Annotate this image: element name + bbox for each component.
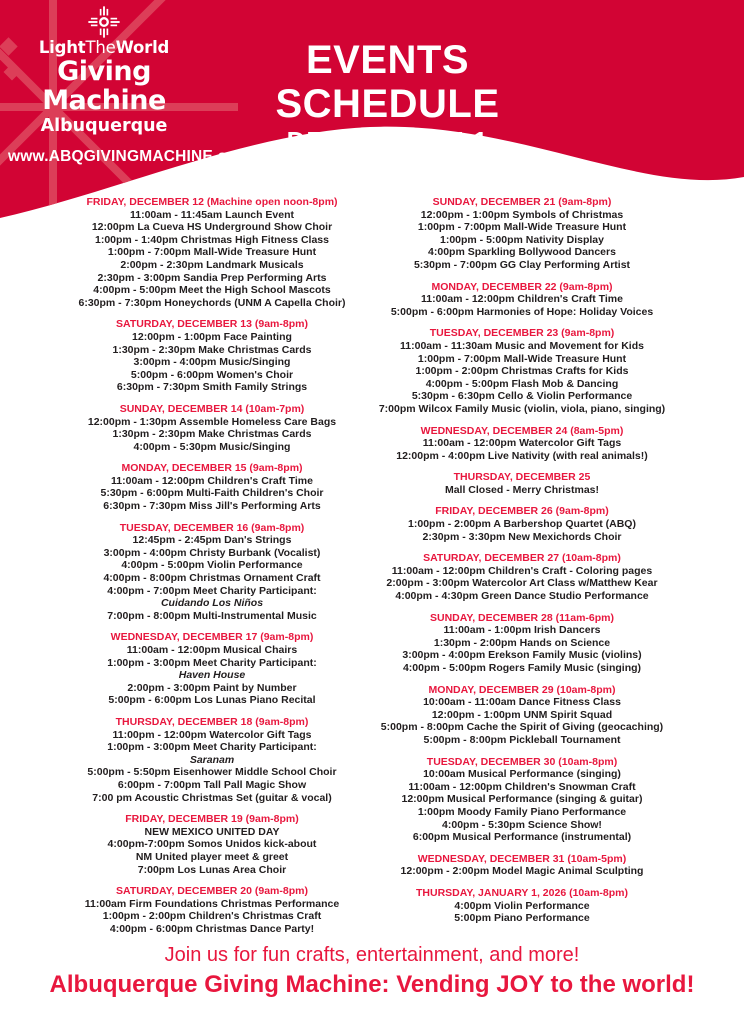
website-link[interactable]: www.ABQGIVINGMACHINE.org <box>8 148 244 165</box>
event-line: 7:00 pm Acoustic Christmas Set (guitar & vocal) <box>92 791 332 804</box>
event-line: 4:00pm - 5:30pm Music/Singing <box>133 440 291 453</box>
event-line: 12:00pm - 1:00pm Symbols of Christmas <box>420 208 624 221</box>
brand-the: The <box>85 38 116 57</box>
event-line: 4:00pm - 5:00pm Violin Performance <box>121 559 303 572</box>
event-line: 6:30pm - 7:30pm Honeychords (UNM A Capella Choir) <box>78 296 346 309</box>
event-line: 3:00pm - 4:00pm Erekson Family Music (violins) <box>402 649 642 662</box>
footer-tagline: Join us for fun crafts, entertainment, and more! <box>164 944 580 966</box>
day-section <box>347 505 697 543</box>
event-line: 4:00pm Violin Performance <box>454 899 590 912</box>
schedule-area <box>0 196 744 940</box>
date-range: DEC 12 - JAN 1 <box>286 126 489 156</box>
event-line: 11:00am - 1:00pm Irish Dancers <box>443 624 601 637</box>
event-line: 7:00pm - 8:00pm Multi-Instrumental Music <box>107 609 317 622</box>
event-line: 4:00pm - 7:00pm Meet Charity Participant: <box>107 584 317 597</box>
event-line: 5:00pm - 8:00pm Cache the Spirit of Giving (geocaching) <box>380 721 664 734</box>
event-line: Haven House <box>178 669 246 682</box>
event-line: 11:00am - 12:00pm Children's Craft Time <box>111 474 313 487</box>
day-heading: THURSDAY, DECEMBER 18 (9am-8pm) <box>115 715 309 728</box>
event-line: 7:00pm Los Lunas Area Choir <box>137 863 287 876</box>
day-heading: MONDAY, DECEMBER 29 (10am-8pm) <box>428 683 616 696</box>
event-line: 11:00am - 11:45am Launch Event <box>130 208 294 221</box>
event-line: 5:30pm - 6:30pm Cello & Violin Performance <box>411 390 633 403</box>
event-line: 6:00pm - 7:00pm Tall Pall Magic Show <box>117 778 307 791</box>
event-line: 11:00pm - 12:00pm Watercolor Gift Tags <box>112 728 312 741</box>
event-line: 11:00am - 12:00pm Musical Chairs <box>126 644 298 656</box>
day-heading: SUNDAY, DECEMBER 28 (11am-6pm) <box>429 611 614 624</box>
event-line: 4:00pm - 5:30pm Science Show! <box>442 818 602 831</box>
day-section <box>37 522 387 623</box>
event-line: 5:30pm - 7:00pm GG Clay Performing Artist <box>413 258 631 271</box>
event-line: 11:00am Firm Foundations Christmas Performance <box>84 897 340 910</box>
day-section <box>37 196 387 309</box>
event-line: 3:00pm - 4:00pm Christy Burbank (Vocalist) <box>103 546 321 559</box>
event-line: 1:00pm - 2:00pm Children's Christmas Craft <box>102 910 322 923</box>
day-heading: FRIDAY, DECEMBER 19 (9am-8pm) <box>125 813 299 826</box>
event-line: 1:00pm - 7:00pm Mall-Wide Treasure Hunt <box>107 246 317 259</box>
day-heading: SATURDAY, DECEMBER 13 (9am-8pm) <box>116 318 308 331</box>
event-line: 4:00pm - 5:00pm Meet the High School Mascots <box>93 284 331 297</box>
day-heading: SUNDAY, DECEMBER 21 (9am-8pm) <box>432 196 612 208</box>
event-line: 6:00pm Musical Performance (instrumental) <box>412 831 632 844</box>
day-section <box>347 425 697 463</box>
event-line: 1:00pm - 7:00pm Mall-Wide Treasure Hunt <box>417 221 627 234</box>
event-line: 11:00am - 12:00pm Children's Craft - Coloring pages <box>391 564 653 577</box>
event-line: NEW MEXICO UNITED DAY <box>144 825 280 838</box>
event-line: 3:00pm - 4:00pm Music/Singing <box>133 356 291 369</box>
event-line: 12:00pm - 1:00pm Face Painting <box>132 330 292 343</box>
day-section <box>37 403 387 453</box>
day-heading: WEDNESDAY, DECEMBER 31 (10am-5pm) <box>417 852 627 865</box>
day-section <box>347 196 697 272</box>
event-line: 4:00pm - 6:00pm Christmas Dance Party! <box>109 922 315 935</box>
page-title: EVENTS SCHEDULE <box>275 38 500 126</box>
event-line: 12:00pm - 1:30pm Assemble Homeless Care Bags <box>87 415 337 428</box>
day-section <box>347 327 697 415</box>
event-line: 7:00pm Wilcox Family Music (violin, viola, piano, singing) <box>378 402 666 415</box>
day-section <box>347 612 697 675</box>
day-heading: MONDAY, DECEMBER 15 (9am-8pm) <box>121 462 303 475</box>
event-line: 12:45pm - 2:45pm Dan's Strings <box>132 534 292 547</box>
event-line: 6:30pm - 7:30pm Miss Jill's Performing Arts <box>103 500 321 513</box>
event-line: 1:30pm - 2:30pm Make Christmas Cards <box>112 343 312 356</box>
event-line: 5:00pm - 5:50pm Eisenhower Middle School Choir <box>87 766 337 779</box>
day-section <box>37 885 387 935</box>
event-line: 12:00pm - 1:00pm UNM Spirit Squad <box>431 708 613 721</box>
day-heading: TUESDAY, DECEMBER 30 (10am-8pm) <box>426 755 618 768</box>
event-line: 4:00pm - 5:00pm Flash Mob & Dancing <box>425 377 619 390</box>
event-line: 1:00pm - 7:00pm Mall-Wide Treasure Hunt <box>417 352 627 365</box>
event-line: 5:00pm - 6:00pm Los Lunas Piano Recital <box>108 694 316 707</box>
day-heading: FRIDAY, DECEMBER 26 (9am-8pm) <box>435 505 609 518</box>
event-line: 1:00pm - 3:00pm Meet Charity Participant: <box>107 656 317 669</box>
event-line: 1:00pm - 5:00pm Nativity Display <box>440 233 604 246</box>
event-line: Saranam <box>189 753 235 766</box>
event-line: 12:00pm - 4:00pm Live Nativity (with real animals!) <box>396 449 648 462</box>
event-line: 1:00pm Moody Family Piano Performance <box>417 805 627 818</box>
day-section <box>37 462 387 512</box>
logo-city: Albuquerque <box>40 116 168 136</box>
event-line: 4:00pm-7:00pm Somos Unidos kick-about <box>107 838 317 851</box>
day-heading: TUESDAY, DECEMBER 23 (9am-8pm) <box>429 327 615 340</box>
brand-world: World <box>115 38 170 57</box>
day-section <box>37 318 387 394</box>
day-section <box>37 631 387 707</box>
day-heading: WEDNESDAY, DECEMBER 17 (9am-8pm) <box>110 631 314 644</box>
event-line: 5:30pm - 6:00pm Multi-Faith Children's Choir <box>100 487 324 500</box>
event-line: 12:00pm - 2:00pm Model Magic Animal Sculpting <box>400 865 644 878</box>
event-line: 10:00am - 11:00am Dance Fitness Class <box>423 696 621 709</box>
event-line: 11:00am - 12:00pm Watercolor Gift Tags <box>422 437 622 450</box>
brand-light: Light <box>38 38 86 57</box>
event-line: 5:00pm - 6:00pm Harmonies of Hope: Holiday Voices <box>390 305 654 318</box>
event-line: Cuidando Los Niños <box>160 597 264 610</box>
day-heading: TUESDAY, DECEMBER 16 (9am-8pm) <box>119 521 305 534</box>
footer <box>0 942 744 1000</box>
event-line: 5:00pm - 8:00pm Pickleball Tournament <box>423 733 621 746</box>
day-heading: FRIDAY, DECEMBER 12 (Machine open noon-8pm) <box>86 196 338 208</box>
day-heading: SATURDAY, DECEMBER 27 (10am-8pm) <box>423 552 621 565</box>
schedule-column-right <box>347 196 697 934</box>
event-line: 2:30pm - 3:30pm New Mexichords Choir <box>422 530 622 543</box>
event-line: 12:00pm La Cueva HS Underground Show Choir <box>91 221 333 234</box>
day-section <box>347 887 697 925</box>
day-section <box>37 716 387 804</box>
event-line: 11:00am - 12:00pm Children's Snowman Craft <box>408 780 636 793</box>
day-section <box>347 756 697 844</box>
event-line: 2:00pm - 3:00pm Paint by Number <box>127 681 297 694</box>
event-line: 1:30pm - 2:30pm Make Christmas Cards <box>112 428 312 441</box>
day-section <box>347 853 697 878</box>
event-line: 6:30pm - 7:30pm Smith Family Strings <box>116 381 308 394</box>
day-section <box>347 684 697 747</box>
day-heading: MONDAY, DECEMBER 22 (9am-8pm) <box>431 280 613 293</box>
day-section <box>347 552 697 602</box>
day-heading: THURSDAY, DECEMBER 25 <box>453 471 591 484</box>
zia-sun-icon <box>88 6 120 38</box>
event-line: 11:00am - 12:00pm Children's Craft Time <box>421 293 623 306</box>
title-block <box>190 38 585 156</box>
logo-machine: Machine <box>42 85 166 116</box>
event-line: 5:00pm Piano Performance <box>454 912 590 925</box>
event-line: 1:30pm - 2:00pm Hands on Science <box>433 636 611 649</box>
event-line: 4:00pm - 5:00pm Rogers Family Music (singing) <box>402 662 642 674</box>
event-line: 2:00pm - 3:00pm Watercolor Art Class w/Matthew Kear <box>386 577 658 590</box>
event-line: 1:00pm - 1:40pm Christmas High Fitness Class <box>95 233 329 246</box>
brand-lighttheworld <box>8 39 200 57</box>
event-line: NM United player meet & greet <box>135 850 289 863</box>
logo-giving: Giving <box>57 56 151 87</box>
day-heading: SATURDAY, DECEMBER 20 (9am-8pm) <box>116 885 308 898</box>
event-line: Mall Closed - Merry Christmas! <box>444 483 600 496</box>
event-line: 4:00pm Sparkling Bollywood Dancers <box>428 246 616 259</box>
day-heading: WEDNESDAY, DECEMBER 24 (8am-5pm) <box>420 424 624 437</box>
event-line: 1:00pm - 2:00pm Christmas Crafts for Kids <box>415 365 629 378</box>
schedule-column-left <box>37 196 387 944</box>
event-line: 1:00pm - 3:00pm Meet Charity Participant: <box>107 741 317 754</box>
day-section <box>37 813 387 876</box>
day-section <box>347 281 697 319</box>
event-line: 12:00pm Musical Performance (singing & guitar) <box>401 793 643 806</box>
giving-machine-logo <box>8 6 200 136</box>
event-line: 11:00am - 11:30am Music and Movement for Kids <box>400 339 644 352</box>
event-line: 4:00pm - 8:00pm Christmas Ornament Craft <box>103 572 321 585</box>
footer-slogan: Albuquerque Giving Machine: Vending JOY to the world! <box>49 971 695 998</box>
event-line: 2:00pm - 2:30pm Landmark Musicals <box>120 258 304 271</box>
day-heading: THURSDAY, JANUARY 1, 2026 (10am-8pm) <box>415 886 629 899</box>
day-heading: SUNDAY, DECEMBER 14 (10am-7pm) <box>119 402 305 415</box>
day-section <box>347 471 697 496</box>
event-line: 4:00pm - 4:30pm Green Dance Studio Performance <box>395 590 649 603</box>
event-line: 1:00pm - 2:00pm A Barbershop Quartet (ABQ) <box>408 518 636 531</box>
event-line: 5:00pm - 6:00pm Women's Choir <box>130 368 294 381</box>
event-line: 10:00am Musical Performance (singing) <box>423 768 621 781</box>
event-line: 2:30pm - 3:00pm Sandia Prep Performing Arts <box>97 271 327 284</box>
